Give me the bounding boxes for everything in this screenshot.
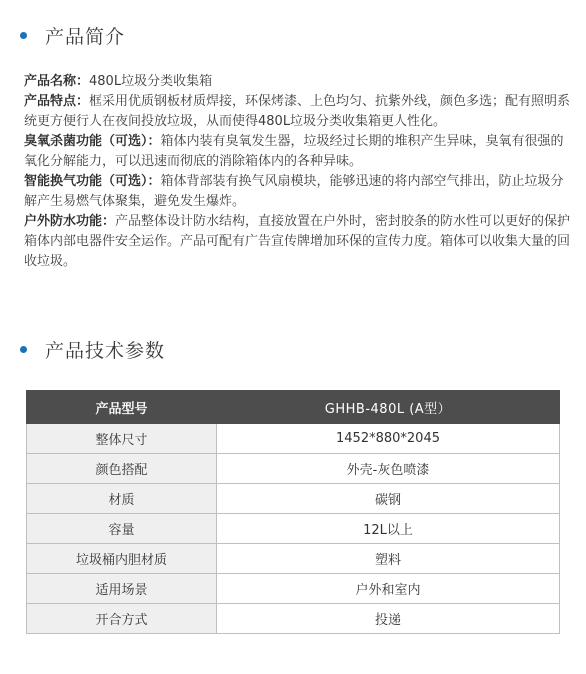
- section-title: 产品技术参数: [45, 340, 166, 362]
- product-intro: [24, 72, 576, 272]
- table-row: [27, 484, 560, 514]
- section-heading-params: [20, 336, 165, 363]
- intro-label: 臭氧杀菌功能（可选）：: [24, 134, 161, 149]
- spec-value-cell: 户外和室内: [217, 574, 560, 604]
- spec-table: [26, 390, 560, 634]
- table-row: [27, 454, 560, 484]
- table-row: [27, 424, 560, 454]
- intro-paragraph: [24, 92, 576, 132]
- intro-paragraph: [24, 132, 576, 172]
- intro-text: 框采用优质钢板材质焊接，环保烤漆、上色均匀、抗紫外线，颜色多选；配有照明系统更方便行人在夜间投放垃圾，从而使得480L垃圾分类收集箱更人性化。: [24, 94, 571, 129]
- table-header-row: [27, 391, 560, 424]
- intro-paragraph: [24, 172, 576, 212]
- spec-value-cell: 12L以上: [217, 514, 560, 544]
- section-title: 产品简介: [45, 26, 126, 48]
- section-heading-intro: [20, 22, 125, 49]
- table-row: [27, 544, 560, 574]
- spec-key-cell: 适用场景: [27, 574, 217, 604]
- spec-key-cell: 垃圾桶内胆材质: [27, 544, 217, 574]
- spec-value-cell: 塑料: [217, 544, 560, 574]
- table-row: [27, 604, 560, 634]
- intro-text: 箱体背部装有换气风扇模块，能够迅速的将内部空气排出，防止垃圾分解产生易燃气体聚集，避免发生爆炸。: [24, 174, 564, 209]
- spec-key-cell: 整体尺寸: [27, 424, 217, 454]
- intro-text: 产品整体设计防水结构，直接放置在户外时，密封胶条的防水性可以更好的保护箱体内部电器件安全运作。产品可配有广告宣传牌增加环保的宣传力度。箱体可以收集大量的回收垃圾。: [24, 214, 571, 269]
- bullet-dot-icon: [20, 346, 27, 353]
- intro-paragraph: [24, 72, 576, 92]
- spec-key-cell: 颜色搭配: [27, 454, 217, 484]
- spec-key-cell: 材质: [27, 484, 217, 514]
- spec-key-cell: 容量: [27, 514, 217, 544]
- intro-text: 480L垃圾分类收集箱: [89, 74, 213, 89]
- intro-text: 箱体内装有臭氧发生器，垃圾经过长期的堆积产生异味，臭氧有很强的氧化分解能力，可以迅速而彻底的消除箱体内的各种异味。: [24, 134, 564, 169]
- header-key-cell: 产品型号: [27, 391, 217, 424]
- spec-value-cell: 外壳-灰色喷漆: [217, 454, 560, 484]
- intro-label: 产品名称：: [24, 74, 90, 89]
- intro-label: 智能换气功能（可选）：: [24, 174, 161, 189]
- intro-label: 产品特点：: [24, 94, 90, 109]
- header-value-cell: GHHB-480L (A型）: [217, 391, 560, 424]
- table-row: [27, 514, 560, 544]
- intro-paragraph: [24, 212, 576, 272]
- table-row: [27, 574, 560, 604]
- spec-value-cell: 投递: [217, 604, 560, 634]
- bullet-dot-icon: [20, 32, 27, 39]
- spec-value-cell: 碳钢: [217, 484, 560, 514]
- spec-value-cell: 1452*880*2045: [217, 424, 560, 454]
- spec-key-cell: 开合方式: [27, 604, 217, 634]
- intro-label: 户外防水功能：: [24, 214, 116, 229]
